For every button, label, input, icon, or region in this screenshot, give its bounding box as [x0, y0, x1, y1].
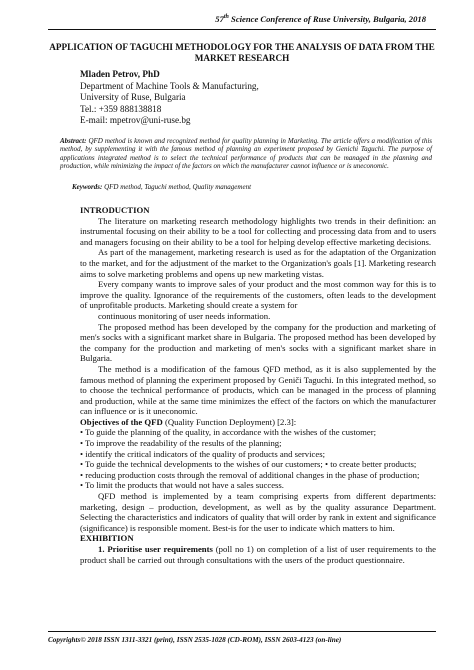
author-telephone: Tel.: +359 888138818	[80, 103, 162, 114]
conference-number: 57	[215, 14, 224, 24]
author-email: E-mail: mpetrov@uni-ruse.bg	[80, 115, 191, 126]
conference-number-suffix: th	[223, 14, 229, 21]
keywords-label: Keywords:	[72, 183, 103, 191]
paragraph-2: As part of the management, marketing research is used as for the adaptation of the Organization to the market, and for the adjustment of the market to the Organization's goals [1]. Marketing research aims to solve marketing problems and opens up new marketing vistas.	[80, 247, 436, 279]
step-1-paragraph	[80, 544, 436, 565]
bullet-4: • To guide the technical developments to the wishes of our customers; • to create better products;	[80, 459, 417, 470]
paragraph-4: The proposed method has been developed by the company for the production and marketing of men's socks with a significant market share in Bulgaria. The proposed method has been developed by the company for the production and marketing of men's socks with a significant market share in Bulgaria.	[80, 321, 436, 364]
paragraph-1: The literature on marketing research methodology highlights two trends in their definition: an instrumental focusing on their ability to be a tool for collecting and processing data from and to users and managers focusing on their ability to be a tool for helping develop effective marketing decisions.	[80, 215, 436, 247]
abstract-text: QFD method is known and recognized method for quality planning in Marketing. The article offers a modification of this method, by supplementing it with the famous method of planning an experiment proposed by Genichi Taguchi. The purpose of applications integrated method is to select the technical performance of products that can be managed in the planning and production, while minimizing the impact of the factors on which the manufacturer cannot influence or is uneconomic.	[60, 137, 432, 171]
footer-rule	[48, 631, 436, 632]
conference-header	[215, 14, 426, 24]
paragraph-5: The method is a modification of the famous QFD method, as it is also supplemented by the famous method of planning the experiment proposed by Geniči Taguchi. In this integrated method, so to choose the technical performance of products, which can be managed in the process of planning and production, while at the same time minimizes the effect of the factors on which the manufacturer can influence or is it uneconomic.	[80, 363, 436, 417]
bullet-3: • identify the critical indicators of the quality of products and services;	[80, 448, 326, 459]
objectives-line	[80, 417, 436, 428]
objectives-label: Objectives of the QFD	[80, 416, 163, 427]
introduction-heading: INTRODUCTION	[80, 205, 150, 215]
author-department: Department of Machine Tools & Manufacturing,	[80, 80, 259, 91]
objectives-rest: (Quality Function Deployment) [2.3]:	[162, 416, 297, 427]
paragraph-6: QFD method is implemented by a team comprising experts from different departments: marketing, design – production, development, as well as by the quality assurance Department. Selecting the characteristics and indicators of quality that will order by rank in extent and significance (significance) is responsible moment. Best-is for the user to indicate which matters to him.	[80, 491, 436, 533]
paper-body	[80, 202, 436, 565]
bullet-6: • To limit the products that would not have a sales success.	[80, 480, 284, 491]
bullet-2: • To improve the readability of the results of the planning;	[80, 438, 282, 449]
paragraph-3-continued: continuous monitoring of user needs information.	[98, 310, 271, 321]
abstract-label: Abstract:	[60, 137, 87, 145]
author-block	[80, 69, 259, 127]
paper-title: APPLICATION OF TAGUCHI METHODOLOGY FOR THE ANALYSIS OF DATA FROM THE MARKET RESEARCH	[49, 42, 435, 63]
copyright-footer: Copyrights© 2018 ISSN 1311-3321 (print), ISSN 2535-1028 (CD-ROM), ISSN 2603-4123 (on-line)	[48, 636, 342, 644]
conference-name: Science Conference of Ruse University, Bulgaria, 2018	[228, 14, 426, 24]
author-university: University of Ruse, Bulgaria	[80, 92, 186, 103]
exhibition-heading: EXHIBITION	[80, 533, 134, 544]
step-1-text: (poll no 1) on completion of a list of user requirements to the product shall be carried out through consultations with the users of the product questionnaire.	[80, 544, 436, 565]
bullet-1: • To guide the planning of the quality, in accordance with the wishes of the customer;	[80, 427, 377, 438]
keywords	[72, 183, 432, 191]
author-name: Mladen Petrov, PhD	[80, 69, 160, 79]
step-1-label: 1. Prioritise user requirements	[98, 544, 213, 554]
keywords-text: QFD method, Taguchi method, Quality management	[102, 183, 252, 191]
abstract	[60, 137, 432, 171]
header-rule	[48, 29, 436, 30]
bullet-5: • reducing production costs through the removal of additional changes in the phase of production;	[80, 469, 420, 480]
paragraph-3: Every company wants to improve sales of your product and the most common way for this is to improve the quality. Ignorance of the requirements of the customers, often leads to the development of unprofitable products. Marketing should create a system for	[80, 279, 436, 311]
